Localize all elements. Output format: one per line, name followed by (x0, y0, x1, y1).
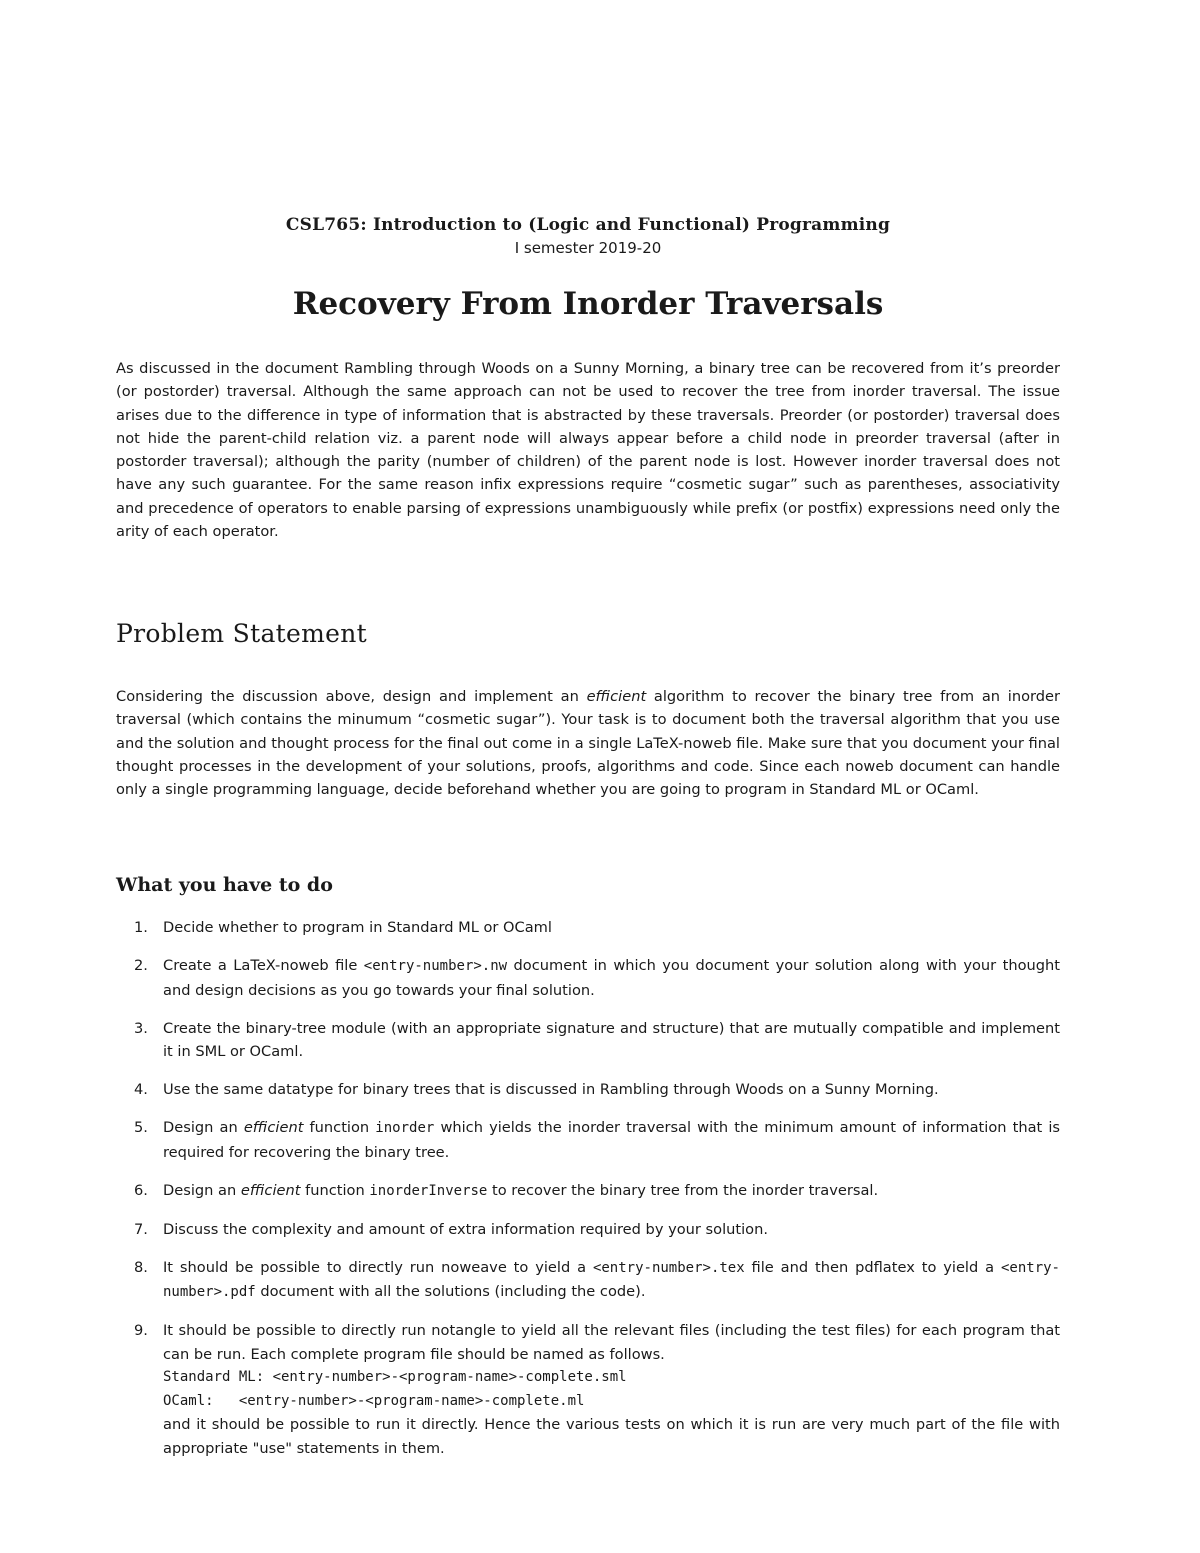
sml-filename-pattern: Standard ML: <entry-number>-<program-name>-complete.sml (163, 1369, 627, 1385)
list-item: 5. Design an efficient function inorder which yields the inorder traversal with the minimum amount of information that is required for recovering the binary tree. (134, 1119, 1061, 1161)
semester-label: I semester 2019-20 (514, 239, 662, 257)
ocaml-filename-pattern: OCaml: <entry-number>-<program-name>-complete.ml (163, 1392, 585, 1409)
intro-paragraph: As discussed in the document Rambling through Woods on a Sunny Morning, a binary tree can be recovered from it’s preorder (or postorder) traversal. Although the same approach can not be used to recover the tree from inorder traversal. The issue arises due to the difference in type of information that is abstracted by these traversals. Preorder (or postorder) traversal does not hide the parent-child relation viz. a parent node will always appear before a child node in preorder traversal (after in postorder traversal); although the parity (number of children) of the parent node is lost. However inorder traversal does not have any such guarantee. For the same reason infix expressions require “cosmetic sugar” such as parentheses, associativity and precedence of operators to enable parsing of expressions unambiguously while prefix (or postfix) expressions need only the arity of each operator. (116, 360, 1060, 541)
problem-paragraph: Considering the discussion above, design and implement an efficient algorithm to recover the binary tree from an inorder traversal (which contains the minumum “cosmetic sugar”). Your task is to document both the traversal algorithm that you use and the solution and thought process for the final out come in a single LaTeX-noweb file. Make sure that you document your final thought processes in the development of your solutions, proofs, algorithms and code. Since each noweb document can handle only a single programming language, decide beforehand whether you are going to program in Standard ML or OCaml. (116, 688, 1061, 799)
list-item: 9. It should be possible to directly run notangle to yield all the relevant files (including the test files) for each program that can be run. Each complete program file should be named as follows. Standard ML: <entry-number>-<program-name>-complete.sml OCaml: <entry-number>-<program-name>-complete.ml and it should be possible to run it directly. Hence the various tests on which it is run are very much part of the file with appropriate "use" statements in them. (134, 1322, 1060, 1457)
problem-statement-heading: Problem Statement (116, 619, 367, 648)
list-item: 1. Decide whether to program in Standard ML or OCaml (134, 919, 552, 936)
list-item: 2. Create a LaTeX-noweb file <entry-number>.nw document in which you document your solution along with your thought and design decisions as you go towards your final solution. (134, 957, 1060, 999)
list-item: 6. Design an efficient function inorderInverse to recover the binary tree from the inorder traversal. (134, 1181, 879, 1199)
course-title: CSL765: Introduction to (Logic and Functional) Programming (285, 215, 891, 235)
list-item: 7. Discuss the complexity and amount of extra information required by your solution. (134, 1220, 768, 1238)
list-item: 8. It should be possible to directly run noweave to yield a <entry-number>.tex file and then pdflatex to yield a <entry-number>.pdf document with all the solutions (including the code). (134, 1258, 1060, 1300)
list-item: 4. Use the same datatype for binary trees that is discussed in Rambling through Woods on a Sunny Morning. (134, 1081, 939, 1098)
todo-list (116, 916, 1060, 1475)
list-item: 3. Create the binary-tree module (with an appropriate signature and structure) that are mutually compatible and implement it in SML or OCaml. (134, 1019, 1060, 1060)
todo-heading: What you have to do (116, 874, 333, 896)
document-title: Recovery From Inorder Traversals (292, 286, 884, 322)
